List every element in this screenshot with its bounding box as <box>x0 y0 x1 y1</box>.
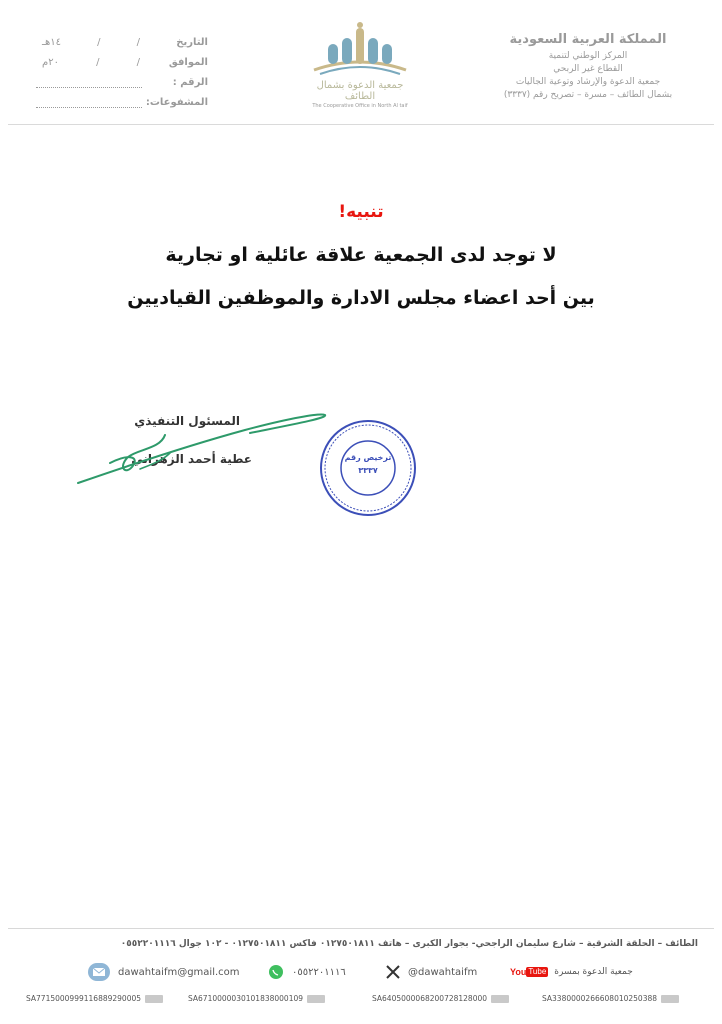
iban-3 <box>372 994 509 1003</box>
number-label: الرقم : <box>172 76 208 88</box>
signatory-name: عطية أحمد الزهراني <box>131 452 252 466</box>
youtube-channel: جمعية الدعوة بمسرة <box>554 967 633 977</box>
hijri-suffix: ١٤هـ <box>42 36 61 48</box>
notice-title: تنبيه! <box>338 202 384 222</box>
signatory-title: المسئول التنفيذي <box>134 414 240 428</box>
seal-license-label: ترخيص رقم <box>344 453 392 462</box>
association-name: جمعية الدعوة والإرشاد وتوعية الجاليات <box>515 77 661 87</box>
footer-divider <box>8 928 714 929</box>
iban-3-text: SA6405000068200728128000 <box>372 994 488 1003</box>
gregorian-row: الموافق / / ٢٠م <box>42 56 208 68</box>
logo-english: The Cooperative Office in North Al taif <box>312 103 408 109</box>
logo-arabic: جمعية الدعوة بشمال الطائف <box>316 80 404 102</box>
number-row <box>36 72 208 92</box>
date-row: التاريخ / / ١٤هـ <box>42 36 208 48</box>
attachments-label: المشفوعات: <box>145 96 208 108</box>
iban-2-text: SA6710000030101838000109 <box>188 994 304 1003</box>
seal-text <box>318 451 418 477</box>
bank-logo-icon <box>145 995 163 1003</box>
youtube-icon: You Tube <box>510 967 547 977</box>
youtube-contact[interactable] <box>510 962 633 982</box>
footer-address: الطائف – الحلقة الشرقية – شارع سليمان الراجحي- بجوار الكبرى – هاتف ٠١٢٧٥٠١٨١١ فاكس ٠١٢٧٥٠١٨١١ - ١٠٢ جوال ٠٥٥٢٢٠١١١٦ <box>120 939 698 949</box>
date-label: التاريخ <box>176 36 208 48</box>
email-contact[interactable] <box>88 962 240 982</box>
bank-logo-icon <box>307 995 325 1003</box>
handwritten-signature <box>70 405 340 495</box>
iban-1 <box>26 994 163 1003</box>
twitter-contact[interactable] <box>386 962 477 982</box>
iban-1-text: SA7715000999116889290005 <box>26 994 142 1003</box>
org-header <box>488 30 688 102</box>
whatsapp-contact[interactable] <box>268 962 346 982</box>
bank-logo-icon <box>491 995 509 1003</box>
association-logo <box>300 20 420 109</box>
iban-4-text: SA3380000266608010250388 <box>542 994 658 1003</box>
seal-license-number: ٣٣٣٧ <box>358 466 378 475</box>
youtube-logo-text: You <box>510 967 527 977</box>
permit-line: بشمال الطائف – مسرة – تصريح رقم (٣٣٣٧) <box>503 90 673 100</box>
gregorian-suffix: ٢٠م <box>42 56 59 68</box>
center-name: المركز الوطني لتنمية <box>548 51 628 61</box>
bank-logo-icon <box>661 995 679 1003</box>
reference-fields <box>36 32 208 112</box>
header-divider <box>8 124 714 125</box>
x-twitter-icon <box>386 965 400 979</box>
attachments-row <box>36 92 208 112</box>
email-text: dawahtaifm@gmail.com <box>118 966 240 978</box>
logo-mark-icon <box>300 20 420 78</box>
iban-2 <box>188 994 325 1003</box>
twitter-handle: @dawahtaifm <box>408 966 478 978</box>
gregorian-label: الموافق <box>168 56 208 68</box>
notice-line-1: لا توجد لدى الجمعية علاقة عائلية او تجارية <box>165 244 557 266</box>
mail-icon <box>88 963 110 981</box>
whatsapp-icon <box>268 964 284 980</box>
country-name: المملكة العربية السعودية <box>509 32 667 47</box>
iban-4 <box>542 994 679 1003</box>
notice-line-2: بين أحد اعضاء مجلس الادارة والموظفين القياديين <box>127 287 595 309</box>
sector-name: القطاع غير الربحي <box>553 64 623 74</box>
phone-text: ٠٥٥٢٢٠١١١٦ <box>292 966 346 978</box>
